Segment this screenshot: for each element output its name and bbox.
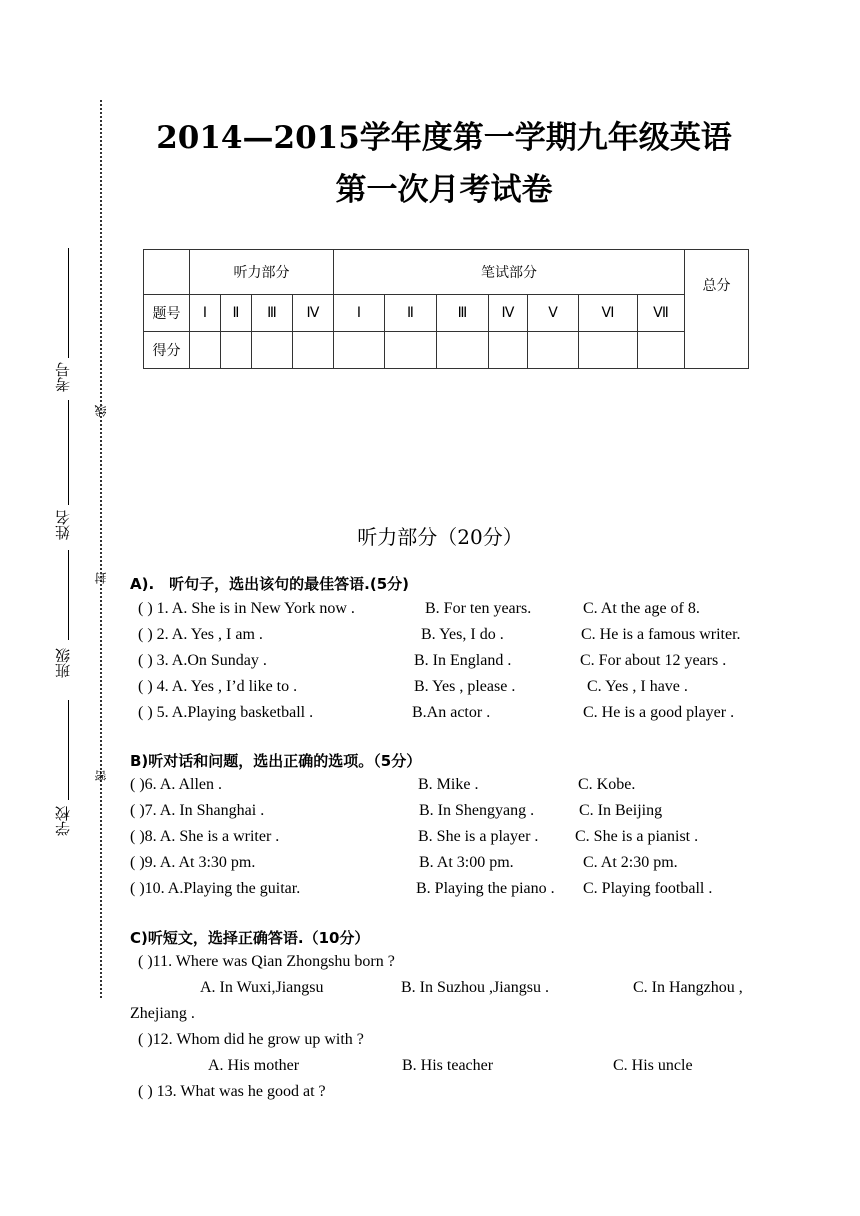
- writing-col: Ⅴ: [528, 295, 579, 332]
- listening-col: Ⅳ: [293, 295, 334, 332]
- question-stem: ( ) 3. A.On Sunday .: [138, 652, 267, 669]
- section-c-heading: C)听短文，选择正确答语.（10分）: [130, 929, 370, 947]
- score-label: 得分: [144, 332, 190, 369]
- option-c: C. In Hangzhou ,: [633, 979, 743, 996]
- question-no-label: 题号: [144, 295, 190, 332]
- option-b: B. She is a player .: [418, 828, 539, 845]
- score-cell[interactable]: [528, 332, 579, 369]
- margin-mark-secret: 密: [94, 770, 108, 782]
- score-cell[interactable]: [437, 332, 489, 369]
- question-row: [0, 802, 860, 824]
- question-stem: ( )12. Whom did he grow up with ?: [138, 1031, 364, 1048]
- writing-col: Ⅵ: [579, 295, 638, 332]
- option-b: B. For ten years.: [425, 600, 532, 617]
- writing-col: Ⅰ: [334, 295, 385, 332]
- section-a-heading: A). 听句子，选出该句的最佳答语.(5分): [130, 575, 410, 593]
- question-stem: ( )11. Where was Qian Zhongshu born ?: [138, 953, 395, 970]
- page-title: 2014—2015学年度第一学期九年级英语: [156, 120, 732, 156]
- total-header: 总分: [685, 250, 749, 369]
- listening-col: Ⅲ: [252, 295, 293, 332]
- option-c: C. Kobe.: [578, 776, 636, 793]
- score-cell[interactable]: [190, 332, 221, 369]
- question-row: [0, 776, 860, 798]
- option-c: C. Yes , I have .: [587, 678, 688, 695]
- option-c: C. At the age of 8.: [583, 600, 700, 617]
- question-row: [0, 678, 860, 700]
- question-stem: ( ) 2. A. Yes , I am .: [138, 626, 263, 643]
- exam-no-label: 考号: [54, 362, 72, 392]
- writing-col: Ⅶ: [638, 295, 685, 332]
- listening-header: 听力部分: [190, 250, 334, 295]
- score-cell[interactable]: [252, 332, 293, 369]
- question-stem: ( )10. A.Playing the guitar.: [130, 880, 301, 897]
- option-row: [0, 1057, 860, 1079]
- option-c: C. He is a good player .: [583, 704, 735, 721]
- option-b: B.An actor .: [412, 704, 491, 721]
- option-c: C. In Beijing: [579, 802, 663, 819]
- name-blank[interactable]: [68, 400, 69, 505]
- question-stem: ( )6. A. Allen .: [130, 776, 222, 793]
- option-c: C. His uncle: [613, 1057, 693, 1074]
- option-b: B. In England .: [414, 652, 512, 669]
- listening-section-title: 听力部分（20分）: [357, 525, 523, 549]
- table-corner-cell: [144, 250, 190, 295]
- writing-col: Ⅲ: [437, 295, 489, 332]
- exam-no-blank[interactable]: [68, 248, 69, 358]
- option-b: B. In Suzhou ,Jiangsu .: [401, 979, 549, 996]
- option-b: B. Yes , please .: [414, 678, 516, 695]
- option-b: B. His teacher: [402, 1057, 494, 1074]
- question-row: [0, 828, 860, 850]
- margin-mark-seal: 封: [94, 572, 108, 584]
- option-c: C. At 2:30 pm.: [583, 854, 678, 871]
- page-subtitle: 第一次月考试卷: [335, 172, 553, 208]
- option-a: A. His mother: [208, 1057, 300, 1074]
- score-cell[interactable]: [579, 332, 638, 369]
- question-stem: ( ) 5. A.Playing basketball .: [138, 704, 314, 721]
- option-c: C. She is a pianist .: [575, 828, 699, 845]
- option-b: B. Yes, I do .: [421, 626, 504, 643]
- option-b: B. At 3:00 pm.: [419, 854, 514, 871]
- option-row: [0, 979, 860, 1001]
- question-stem: ( ) 4. A. Yes , I’d like to .: [138, 678, 298, 695]
- option-a: A. In Wuxi,Jiangsu: [200, 979, 324, 996]
- question-stem: ( ) 13. What was he good at ?: [138, 1083, 326, 1100]
- score-cell[interactable]: [489, 332, 528, 369]
- option-b: B. Mike .: [418, 776, 479, 793]
- question-stem: ( )8. A. She is a writer .: [130, 828, 280, 845]
- score-cell[interactable]: [334, 332, 385, 369]
- class-label: 班级: [54, 648, 72, 678]
- option-c: C. Playing football .: [583, 880, 713, 897]
- question-stem: ( )7. A. In Shanghai .: [130, 802, 265, 819]
- school-label: 学校: [54, 806, 72, 836]
- option-c: C. He is a famous writer.: [581, 626, 741, 643]
- option-c: C. For about 12 years .: [580, 652, 727, 669]
- question-stem: ( ) 1. A. She is in New York now .: [138, 600, 355, 617]
- name-label: 姓名: [54, 510, 72, 540]
- question-row: [0, 652, 860, 674]
- score-cell[interactable]: [638, 332, 685, 369]
- score-table: [143, 249, 749, 369]
- option-b: B. In Shengyang .: [419, 802, 535, 819]
- question-row: [0, 704, 860, 726]
- section-b-heading: B)听对话和问题，选出正确的选项。（5分）: [130, 752, 422, 770]
- listening-col: Ⅰ: [190, 295, 221, 332]
- question-row: [0, 626, 860, 648]
- score-cell[interactable]: [385, 332, 437, 369]
- score-cell[interactable]: [293, 332, 334, 369]
- writing-col: Ⅱ: [385, 295, 437, 332]
- option-continuation: Zhejiang .: [130, 1005, 195, 1022]
- question-stem: ( )9. A. At 3:30 pm.: [130, 854, 256, 871]
- listening-col: Ⅱ: [221, 295, 252, 332]
- question-row: [0, 854, 860, 876]
- score-cell[interactable]: [221, 332, 252, 369]
- margin-mark-line: 线: [94, 405, 108, 417]
- writing-col: Ⅳ: [489, 295, 528, 332]
- question-row: [0, 600, 860, 622]
- option-b: B. Playing the piano .: [416, 880, 555, 897]
- writing-header: 笔试部分: [334, 250, 685, 295]
- question-row: [0, 880, 860, 902]
